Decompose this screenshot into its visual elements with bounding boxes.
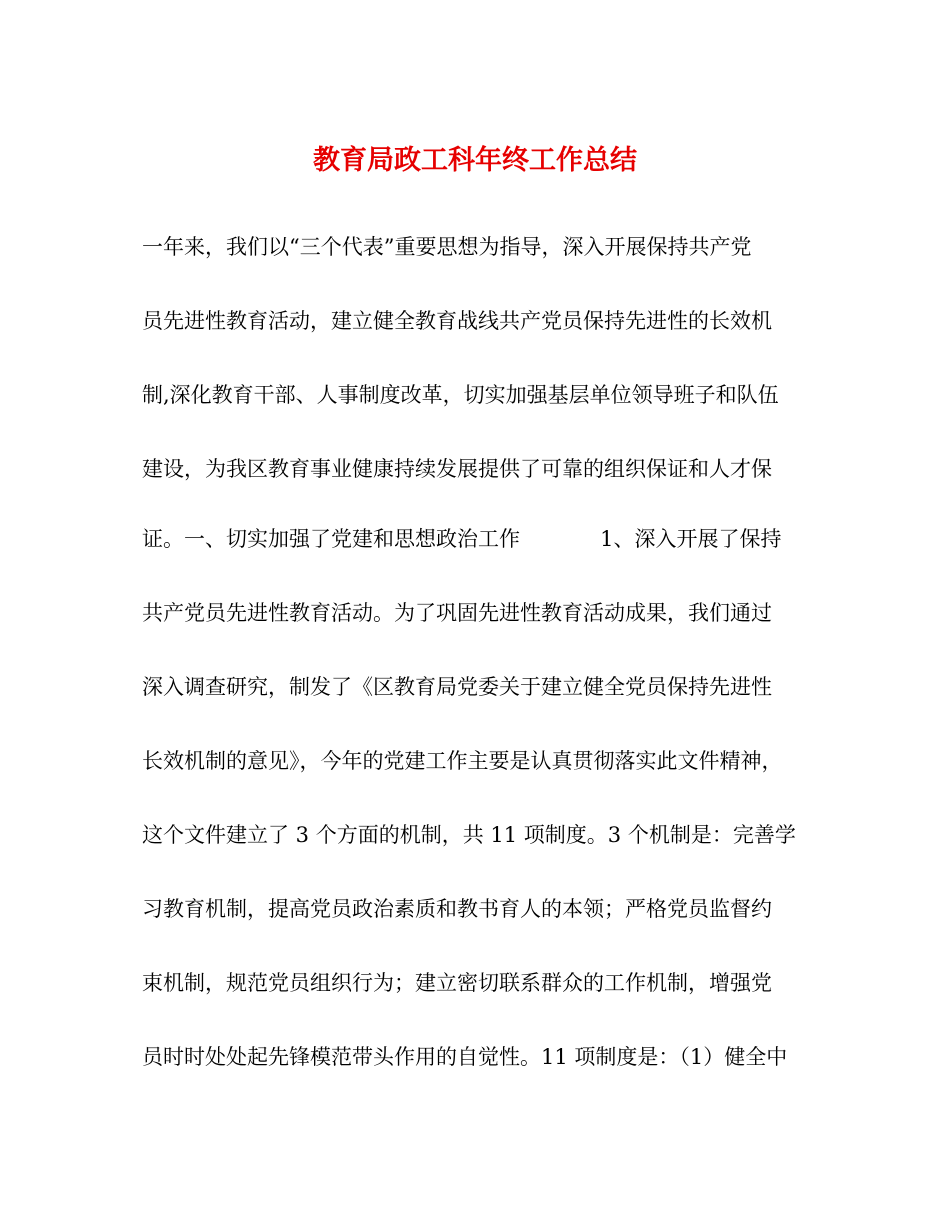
body-line: 员时时处处起先锋模范带头作用的自觉性。11 项制度是：（1）健全中: [142, 1045, 788, 1069]
body-line: 深入调查研究，制发了《区教育局党委关于建立健全党员保持先进性: [142, 675, 772, 699]
document-title: 教育局政工科年终工作总结: [313, 145, 637, 176]
body-line: 束机制，规范党员组织行为；建立密切联系群众的工作机制，增强党: [142, 971, 772, 995]
body-line: 证。一、切实加强了党建和思想政治工作 1、深入开展了保持: [142, 527, 782, 551]
body-line: 习教育机制，提高党员政治素质和教书育人的本领；严格党员监督约: [142, 897, 772, 921]
body-line: 员先进性教育活动，建立健全教育战线共产党员保持先进性的长效机: [142, 309, 772, 333]
body-line: 一年来，我们以“三个代表”重要思想为指导，深入开展保持共产党: [142, 235, 752, 259]
body-line: 长效机制的意见》，今年的党建工作主要是认真贯彻落实此文件精神，: [142, 749, 783, 773]
body-line: 共产党员先进性教育活动。为了巩固先进性教育活动成果，我们通过: [142, 601, 772, 625]
body-line: 这个文件建立了 3 个方面的机制，共 11 项制度。3 个机制是：完善学: [142, 823, 796, 847]
body-line: 制,深化教育干部、人事制度改革，切实加强基层单位领导班子和队伍: [142, 383, 779, 407]
body-line: 建设，为我区教育事业健康持续发展提供了可靠的组织保证和人才保: [142, 457, 772, 481]
